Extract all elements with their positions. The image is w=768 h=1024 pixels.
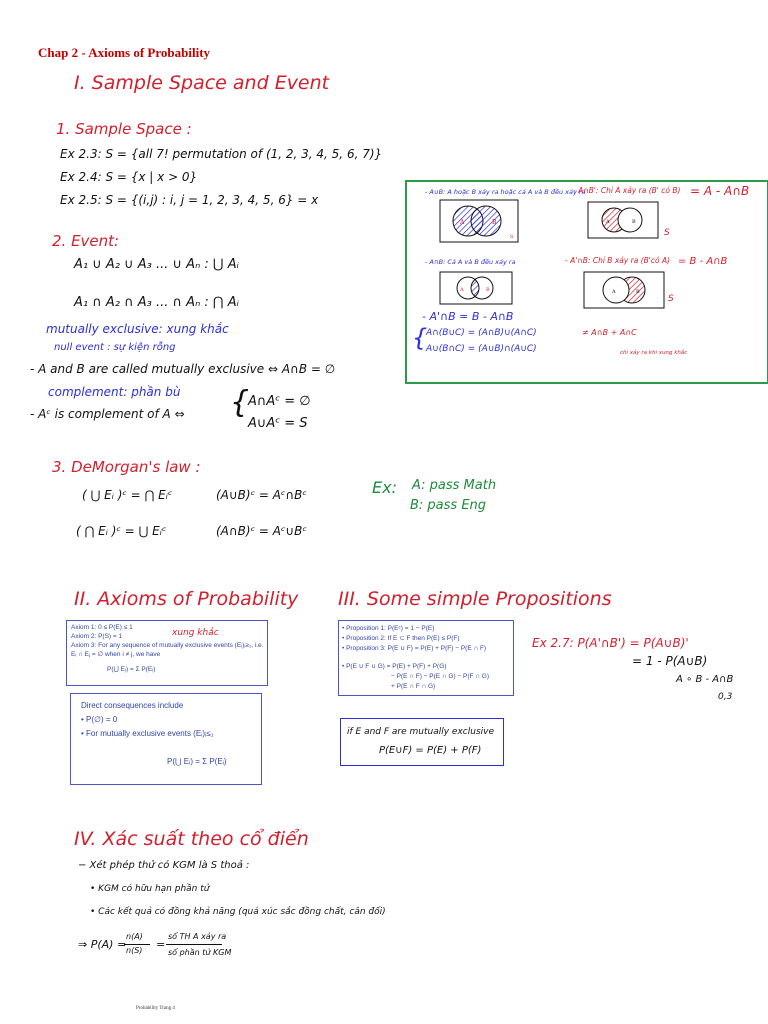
venn-intersection-diagram bbox=[440, 272, 512, 304]
venn-line-2: A∩(B∪C) = (A∩B)∪(A∩C) bbox=[426, 328, 537, 338]
propositions-box bbox=[338, 620, 514, 696]
consequences-box bbox=[70, 693, 262, 785]
demorgan-law-4: (A∩B)ᶜ = Aᶜ∪Bᶜ bbox=[216, 524, 307, 538]
consequences-title: Direct consequences include bbox=[81, 701, 184, 710]
if-line-2: P(E∪F) = P(E) + P(F) bbox=[379, 745, 482, 756]
venn-line-2-note: ≠ A∩B + A∩C bbox=[582, 328, 637, 337]
axiom-3-condition: Eᵢ ∩ Eⱼ = ∅ when i ≠ j, we have bbox=[71, 651, 161, 658]
demorgan-law-3: ( ⋂ Eᵢ )ᶜ = ⋃ Eᵢᶜ bbox=[76, 524, 167, 538]
example-label: Ex: bbox=[372, 478, 397, 497]
intersection-line: A₁ ∩ A₂ ∩ A₃ ... ∩ Aₙ : ⋂ Aᵢ bbox=[74, 295, 239, 310]
union-line: A₁ ∪ A₂ ∪ A₃ ... ∪ Aₙ : ⋃ Aᵢ bbox=[74, 257, 239, 272]
proposition-2: • Proposition 2: If E ⊂ F then P(E) ≤ P(F) bbox=[342, 635, 460, 642]
demorgan-law-2: (A∪B)ᶜ = Aᶜ∩Bᶜ bbox=[216, 488, 307, 502]
fraction-1-numerator: n(A) bbox=[126, 932, 143, 941]
demorgan-heading: 3. DeMorgan's law : bbox=[52, 458, 201, 476]
example-a: A: pass Math bbox=[412, 478, 497, 493]
classical-formula: ⇒ P(A) = bbox=[78, 938, 127, 951]
svg-text:A: A bbox=[460, 219, 465, 226]
mutually-exclusive-note: mutually exclusive: xung khắc bbox=[46, 322, 229, 336]
ex-2-3: Ex 2.3: S = {all 7! permutation of (1, 2, 3, 4, 5, 6, 7)} bbox=[60, 147, 383, 161]
mutually-exclusive-definition: - A and B are called mutually exclusive ⇔ A∩B = ∅ bbox=[30, 362, 336, 376]
proposition-4b: − P(E ∩ F) − P(E ∩ G) − P(F ∩ G) bbox=[391, 673, 489, 680]
complement-definition: - Aᶜ is complement of A ⇔ bbox=[30, 407, 185, 421]
event-heading: 2. Event: bbox=[52, 232, 120, 250]
classical-line-1: − Xét phép thử có KGM là S thoả : bbox=[78, 860, 250, 871]
ex-2-7: Ex 2.7: P(A'∩B') = P(A∪B)' bbox=[532, 636, 689, 650]
fraction-2-numerator: số TH A xảy ra bbox=[168, 932, 227, 941]
classical-line-3: • Các kết quả có đồng khả năng (quá xúc sắc đồng chất, cân đối) bbox=[90, 907, 386, 917]
null-event-note: null event : sự kiện rỗng bbox=[54, 342, 176, 353]
section-3-title: III. Some simple Propositions bbox=[338, 588, 612, 610]
venn-brace-icon: { bbox=[412, 324, 428, 352]
venn-2-s: S bbox=[664, 228, 670, 238]
axiom-3: Axiom 3: For any sequence of mutually exclusive events (Eᵢ)ᵢ≥₁, i.e. bbox=[71, 642, 264, 649]
svg-text:S: S bbox=[510, 234, 514, 240]
svg-text:B: B bbox=[632, 219, 636, 225]
page-header-title: Chap 2 - Axioms of Probability bbox=[38, 45, 211, 60]
fraction-2-bar bbox=[166, 944, 222, 945]
venn-note: chỉ xảy ra khi xung khắc bbox=[620, 350, 688, 356]
svg-text:A: A bbox=[606, 219, 610, 225]
mutually-exclusive-box bbox=[340, 718, 504, 766]
section-4-title: IV. Xác suất theo cổ điển bbox=[74, 828, 309, 850]
fraction-2-denominator: số phần tử KGM bbox=[168, 948, 232, 957]
anbc-result: = A - A∩B bbox=[690, 184, 750, 198]
venn-line-1: - A'∩B = B - A∩B bbox=[422, 310, 514, 323]
consequence-formula: P(⋃ Eᵢ) = Σ P(Eᵢ) bbox=[167, 757, 227, 766]
anb-label: - A∩B: Cả A và B đều xảy ra bbox=[425, 258, 516, 266]
section-2-title: II. Axioms of Probability bbox=[74, 588, 299, 610]
consequence-2: • For mutually exclusive events (Eᵢ)ᵢ≤₁ bbox=[81, 729, 214, 738]
proposition-1: • Proposition 1: P(Eᶜ) = 1 − P(E) bbox=[342, 625, 435, 632]
if-line-1: if E and F are mutually exclusive bbox=[347, 727, 494, 737]
sample-space-heading: 1. Sample Space : bbox=[56, 120, 192, 138]
fraction-1-bar bbox=[124, 944, 150, 945]
consequence-1: • P(∅) = 0 bbox=[81, 715, 118, 724]
equals-sign: = bbox=[156, 938, 166, 951]
venn-union-diagram bbox=[440, 200, 518, 242]
proposition-3: • Proposition 3: P(E ∪ F) = P(E) + P(F) − P(E ∩ F) bbox=[342, 645, 487, 652]
svg-text:A: A bbox=[460, 287, 464, 293]
brace-icon: { bbox=[230, 385, 250, 420]
ex-2-7-step-3: A ∘ B - A∩B bbox=[676, 674, 734, 685]
svg-text:A: A bbox=[612, 289, 616, 295]
proposition-4a: • P(E ∪ F ∪ G) = P(E) + P(F) + P(G) bbox=[342, 663, 447, 670]
complement-cond-2: A∪Aᶜ = S bbox=[248, 416, 308, 431]
venn-line-3: A∪(B∩C) = (A∪B)∩(A∪C) bbox=[426, 344, 537, 354]
venn-4-s: S bbox=[668, 294, 674, 304]
complement-note: complement: phần bù bbox=[48, 385, 181, 399]
axiom-1: Axiom 1: 0 ≤ P(E) ≤ 1 bbox=[71, 624, 133, 631]
demorgan-law-1: ( ⋃ Eᵢ )ᶜ = ⋂ Eᵢᶜ bbox=[82, 488, 173, 502]
classical-line-2: • KGM có hữu hạn phần tử bbox=[90, 884, 210, 894]
acnb-label: - A'∩B: Chỉ B xảy ra (B'có A) bbox=[565, 256, 671, 265]
ex-2-7-value: 0,3 bbox=[718, 692, 733, 702]
xung-khac-handnote: xung khắc bbox=[172, 628, 219, 638]
axiom-3-formula: P(⋃ Eᵢ) = Σ P(Eᵢ) bbox=[107, 666, 156, 673]
page-footer: Probability Trang 4 bbox=[136, 1006, 175, 1011]
fraction-1-denominator: n(S) bbox=[126, 946, 143, 955]
svg-text:B: B bbox=[636, 289, 640, 295]
axiom-2: Axiom 2: P(S) = 1 bbox=[71, 633, 123, 640]
aub-label: - A∪B: A hoặc B xảy ra hoặc cả A và B đều xảy ra bbox=[425, 188, 586, 196]
section-1-title: I. Sample Space and Event bbox=[74, 72, 330, 94]
axioms-box bbox=[66, 620, 268, 686]
acnb-result: = B - A∩B bbox=[678, 256, 728, 267]
venn-a-minus-b-diagram bbox=[588, 202, 658, 238]
example-b: B: pass Eng bbox=[410, 498, 487, 513]
ex-2-7-step-2: = 1 - P(A∪B) bbox=[632, 654, 708, 668]
venn-b-minus-a-diagram bbox=[584, 272, 664, 308]
svg-text:B: B bbox=[486, 287, 490, 293]
anbc-label: - A∩B': Chỉ A xảy ra (B' có B) bbox=[573, 186, 681, 195]
ex-2-5: Ex 2.5: S = {(i,j) : i, j = 1, 2, 3, 4, 5, 6} = x bbox=[60, 193, 319, 207]
complement-cond-1: A∩Aᶜ = ∅ bbox=[248, 394, 311, 409]
ex-2-4: Ex 2.4: S = {x | x > 0} bbox=[60, 170, 198, 184]
proposition-4c: + P(E ∩ F ∩ G) bbox=[391, 683, 436, 690]
svg-text:B: B bbox=[492, 219, 497, 226]
